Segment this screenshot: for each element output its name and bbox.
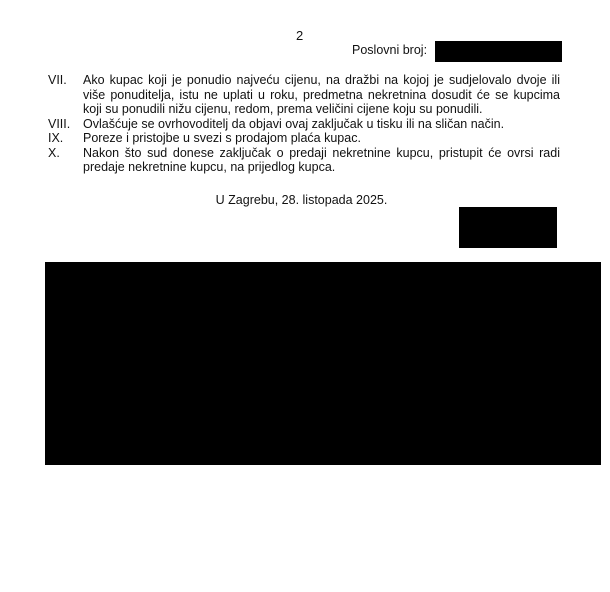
decision-items [48, 73, 560, 175]
decision-item [48, 73, 560, 117]
case-number-row [352, 43, 427, 57]
redacted-block [45, 262, 601, 465]
item-number: VII. [48, 73, 67, 87]
item-text: Ako kupac koji je ponudio najveću cijenu, na dražbi na kojoj je sudjelovalo dvoje ili više ponuditelja, istu ne uplati u roku, predmetna nekretnina dosudit će se kupcima koji su ponudili nižu cijenu, redom, prema veličini cijene koju su ponudili. [83, 73, 560, 116]
item-text: Ovlašćuje se ovrhovoditelj da objavi ovaj zaključak u tisku ili na sličan način. [83, 116, 505, 131]
decision-item [48, 131, 560, 146]
case-number-label: Poslovni broj: [352, 43, 428, 57]
decision-item [48, 146, 560, 175]
item-number: VIII. [48, 116, 71, 131]
page-number: 2 [296, 28, 304, 43]
redacted-signature [459, 207, 557, 248]
item-text: Poreze i pristojbe u svezi s prodajom plaća kupac. [83, 131, 361, 145]
redacted-case-number [435, 41, 562, 62]
item-number: IX. [48, 131, 64, 145]
item-number: X. [48, 145, 60, 160]
decision-item [48, 117, 560, 132]
place-date: U Zagrebu, 28. listopada 2025. [215, 193, 388, 207]
item-text: Nakon što sud donese zaključak o predaji nekretnine kupcu, pristupit će ovrsi radi predaje nekretnine kupcu, na prijedlog kupca. [83, 145, 560, 174]
